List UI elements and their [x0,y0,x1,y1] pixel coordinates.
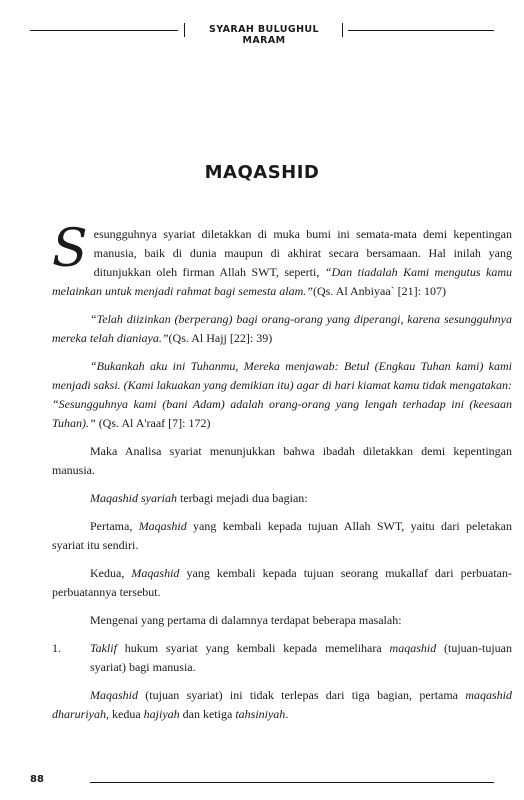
three-parts-d: . [285,707,289,721]
header-rule-left [30,30,178,31]
paragraph-three-parts [52,686,512,724]
paragraph-analysis: Maka Analisa syariat menunjukkan bahwa ibadah diletakkan demi kepentingan manusia. [52,444,512,477]
first-text: yang kembali kepada tujuan Allah SWT, yaitu dari peletakan syariat itu sendiri. [52,519,512,552]
division-text: terbagi mejadi dua bagian: [177,491,308,505]
header-bar-right [342,23,343,37]
item-text-a: hukum syariat yang kembali kepada memelihara [116,641,390,655]
three-parts-a: (tujuan syariat) ini tidak terlepas dari tiga bagian, pertama [138,688,466,702]
second-lead: Kedua, [90,566,132,580]
term-maqashid-syariah: Maqashid syariah [90,491,177,505]
term-maqashid: Maqashid [90,688,138,702]
ref-hajj: (Qs. Al Hajj [22]: 39) [168,331,273,345]
paragraph-araaf [52,357,512,433]
chapter-title: MAQASHID [204,162,320,183]
term-maqashid: Maqashid [138,519,187,533]
paragraph-first [52,517,512,555]
quote-hajj: “Telah diizinkan (berperang) bagi orang-orang yang diperangi, karena sesungguhnya mereka telah dianiaya.” [52,312,512,345]
page-footer [30,774,494,788]
second-text: yang kembali kepada tujuan seorang mukallaf dari perbuatan-perbuatannya tersebut. [52,566,512,599]
ref-anbiyaa: (Qs. Al Anbiyaa` [21]: 107) [312,284,446,298]
body-text [52,219,512,733]
paragraph-intro-text: esungguhnya syariat diletakkan di muka bumi ini semata-mata demi kepentingan manusia, baik di dunia maupun di akhirat secara bersamaan. Hal inilah yang ditunjukkan oleh firman Allah SWT, seperti, [93,227,512,279]
paragraph-problems: Mengenai yang pertama di dalamnya terdapat beberapa masalah: [90,613,402,627]
ref-araaf: (Qs. Al A'raaf [7]: 172) [98,416,211,430]
footer-rule [90,782,494,783]
drop-cap: S [52,219,88,279]
list-item-text [90,639,512,677]
header-bar-left [184,23,185,37]
paragraph-intro [52,219,512,301]
three-parts-c: dan ketiga [179,707,236,721]
running-header [30,22,494,46]
list-item-number: 1. [52,641,61,655]
three-parts-b: , kedua [106,707,144,721]
page-number: 88 [30,774,44,785]
quote-araaf: “Bukankah aku ini Tuhanmu, Mereka menjawab: Betul (Engkau Tuhan kami) kami menjadi saksi. (Kami lakuakan yang demikian itu) agar di hari kiamat kamu tidak mengatakan: “Sesungguhnya kami (bani Adam) adalah orang-orang yang lengah terhadap ini (keesaan Tuhan).” [52,359,512,430]
term-tahsiniyah: tahsiniyah [235,707,286,721]
item-text-b: (tujuan-tujuan syariat) bagi manusia. [90,641,512,674]
term-hajiyah: hajiyah [143,707,180,721]
first-lead: Pertama, [90,519,139,533]
quote-anbiyaa: “Dan tiadalah Kami mengutus kamu melainkan untuk menjadi rahmat bagi semesta alam.” [52,265,512,298]
paragraph-second [52,564,512,602]
term-taklif: Taklif [90,641,117,655]
term-maqashid: Maqashid [131,566,180,580]
header-rule-right [348,30,494,31]
term-maqashid: maqashid [389,641,437,655]
paragraph-hajj [52,310,512,348]
term-dharuriyah: maqashid dharuriyah [52,688,512,721]
list-item [52,639,512,677]
running-title: SYARAH BULUGHUL MARAM [209,24,319,46]
paragraph-division [52,489,512,508]
